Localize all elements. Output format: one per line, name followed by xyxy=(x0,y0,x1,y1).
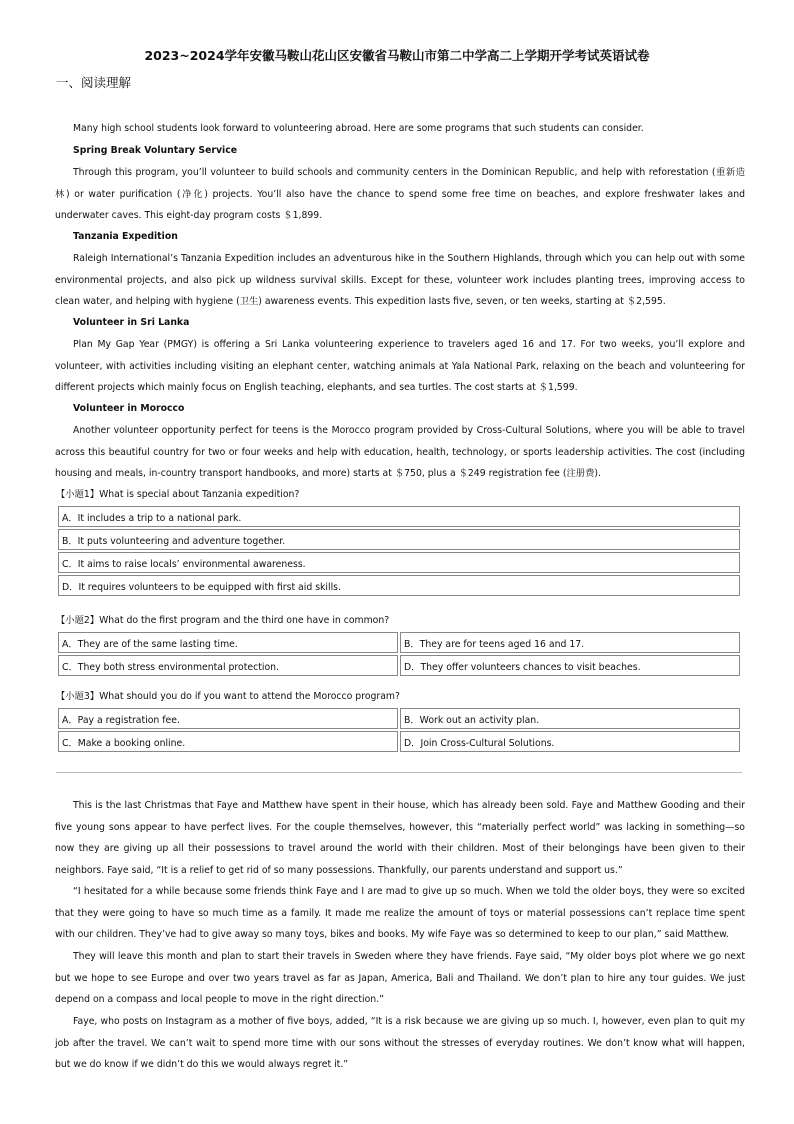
program-heading-spring-break: Spring Break Voluntary Service xyxy=(73,145,238,156)
question-1-option-c[interactable]: C．It aims to raise locals’ environmental awareness. xyxy=(58,552,740,573)
passage2-paragraph-3: They will leave this month and plan to start their travels in Sweden where they have friends. Faye said, “My older boys plot where we go next but we hope to see Europe and over two years travel as far as Japan, America, Bali and Thailand. We don’t plan to hire any tour guides. We just depend on a compass and local people to move in the right direction.” xyxy=(55,951,745,1005)
question-2-option-b[interactable]: B．They are for teens aged 16 and 17. xyxy=(400,632,740,653)
section-divider xyxy=(56,772,742,773)
question-2-option-c[interactable]: C．They both stress environmental protection. xyxy=(58,655,398,676)
question-3-options xyxy=(56,706,742,754)
question-1-stem: 【小题1】What is special about Tanzania expedition? xyxy=(56,489,300,500)
question-1-options xyxy=(56,504,742,598)
passage1-paragraph-3: Plan My Gap Year (PMGY) is offering a Sri Lanka volunteering experience to travelers aged 16 and 17. For two weeks, you’ll explore and volunteer, with activities including visiting an elephant center, watching animals at Yala National Park, relaxing on the beach and volunteering for different projects which mainly focus on English teaching, elephants, and sea turtles. The cost starts at ＄1,599. xyxy=(55,339,745,393)
question-2-options xyxy=(56,630,742,678)
question-3-option-a[interactable]: A．Pay a registration fee. xyxy=(58,708,398,729)
question-2-option-a[interactable]: A．They are of the same lasting time. xyxy=(58,632,398,653)
passage2-paragraph-2: “I hesitated for a while because some friends think Faye and I are mad to give up so much. When we told the older boys, they were so excited that they were going to have so much time as a family. It made me realize the amount of toys or material possessions can’t replace time spent with our children. They’ve had to give away so many toys, bikes and books. My wife Faye was so determined to keep to our plan,” said Matthew. xyxy=(55,886,745,940)
passage1-intro: Many high school students look forward to volunteering abroad. Here are some programs that such students can consider. xyxy=(73,123,644,134)
question-3-stem: 【小题3】What should you do if you want to attend the Morocco program? xyxy=(56,691,400,702)
question-3-option-b[interactable]: B．Work out an activity plan. xyxy=(400,708,740,729)
passage1-paragraph-4: Another volunteer opportunity perfect for teens is the Morocco program provided by Cross-Cultural Solutions, where you will be able to travel across this beautiful country for two or four weeks and help with education, health, technology, or sports leadership activities. The cost (including housing and meals, in-country transport handbooks, and more) starts at ＄750, plus a ＄249 registration fee (注册费). xyxy=(55,425,745,479)
question-3-option-d[interactable]: D．Join Cross-Cultural Solutions. xyxy=(400,731,740,752)
question-1-option-d[interactable]: D．It requires volunteers to be equipped with first aid skills. xyxy=(58,575,740,596)
passage1-paragraph-1: Through this program, you’ll volunteer to build schools and community centers in the Dominican Republic, and help with reforestation (重新造林) or water purification (净化) projects. You’ll also have the chance to spend some free time on beaches, and explore freshwater lakes and underwater caves. This eight-day program costs ＄1,899. xyxy=(55,167,745,221)
passage2-paragraph-4: Faye, who posts on Instagram as a mother of five boys, added, “It is a risk because we are giving up so much. I, however, even plan to quit my job after the travel. We can’t wait to spend more time with our sons without the stresses of everyday routines. We don’t know what will happen, but we do know if we didn’t do this we would always regret it.” xyxy=(55,1016,745,1070)
question-2-option-d[interactable]: D．They offer volunteers chances to visit beaches. xyxy=(400,655,740,676)
section-heading: 一、阅读理解 xyxy=(56,75,132,90)
question-3-option-c[interactable]: C．Make a booking online. xyxy=(58,731,398,752)
program-heading-tanzania: Tanzania Expedition xyxy=(73,231,178,242)
exam-title: 2023~2024学年安徽马鞍山花山区安徽省马鞍山市第二中学高二上学期开学考试英语试卷 xyxy=(144,48,650,63)
passage1-paragraph-2: Raleigh International’s Tanzania Expedition includes an adventurous hike in the Southern Highlands, through which you can help out with some environmental projects, and also pick up wildness survival skills. Except for these, volunteer work includes planting trees, improving access to clean water, and helping with hygiene (卫生) awareness events. This expedition lasts five, seven, or ten weeks, starting at ＄2,595. xyxy=(55,253,745,307)
passage2-paragraph-1: This is the last Christmas that Faye and Matthew have spent in their house, which has already been sold. Faye and Matthew Gooding and their five young sons appear to have perfect lives. For the couple themselves, however, this “materially perfect world” was lacking in something—so now they are giving up all their possessions to travel around the world with their children. Most of their belongings have been given to their neighbors. Faye said, “It is a relief to get rid of so many possessions. Thankfully, our parents understand and support us.” xyxy=(55,800,745,876)
question-2-stem: 【小题2】What do the first program and the third one have in common? xyxy=(56,615,390,626)
question-1-option-a[interactable]: A．It includes a trip to a national park. xyxy=(58,506,740,527)
question-1-option-b[interactable]: B．It puts volunteering and adventure together. xyxy=(58,529,740,550)
program-heading-sri-lanka: Volunteer in Sri Lanka xyxy=(73,317,190,328)
program-heading-morocco: Volunteer in Morocco xyxy=(73,403,185,414)
